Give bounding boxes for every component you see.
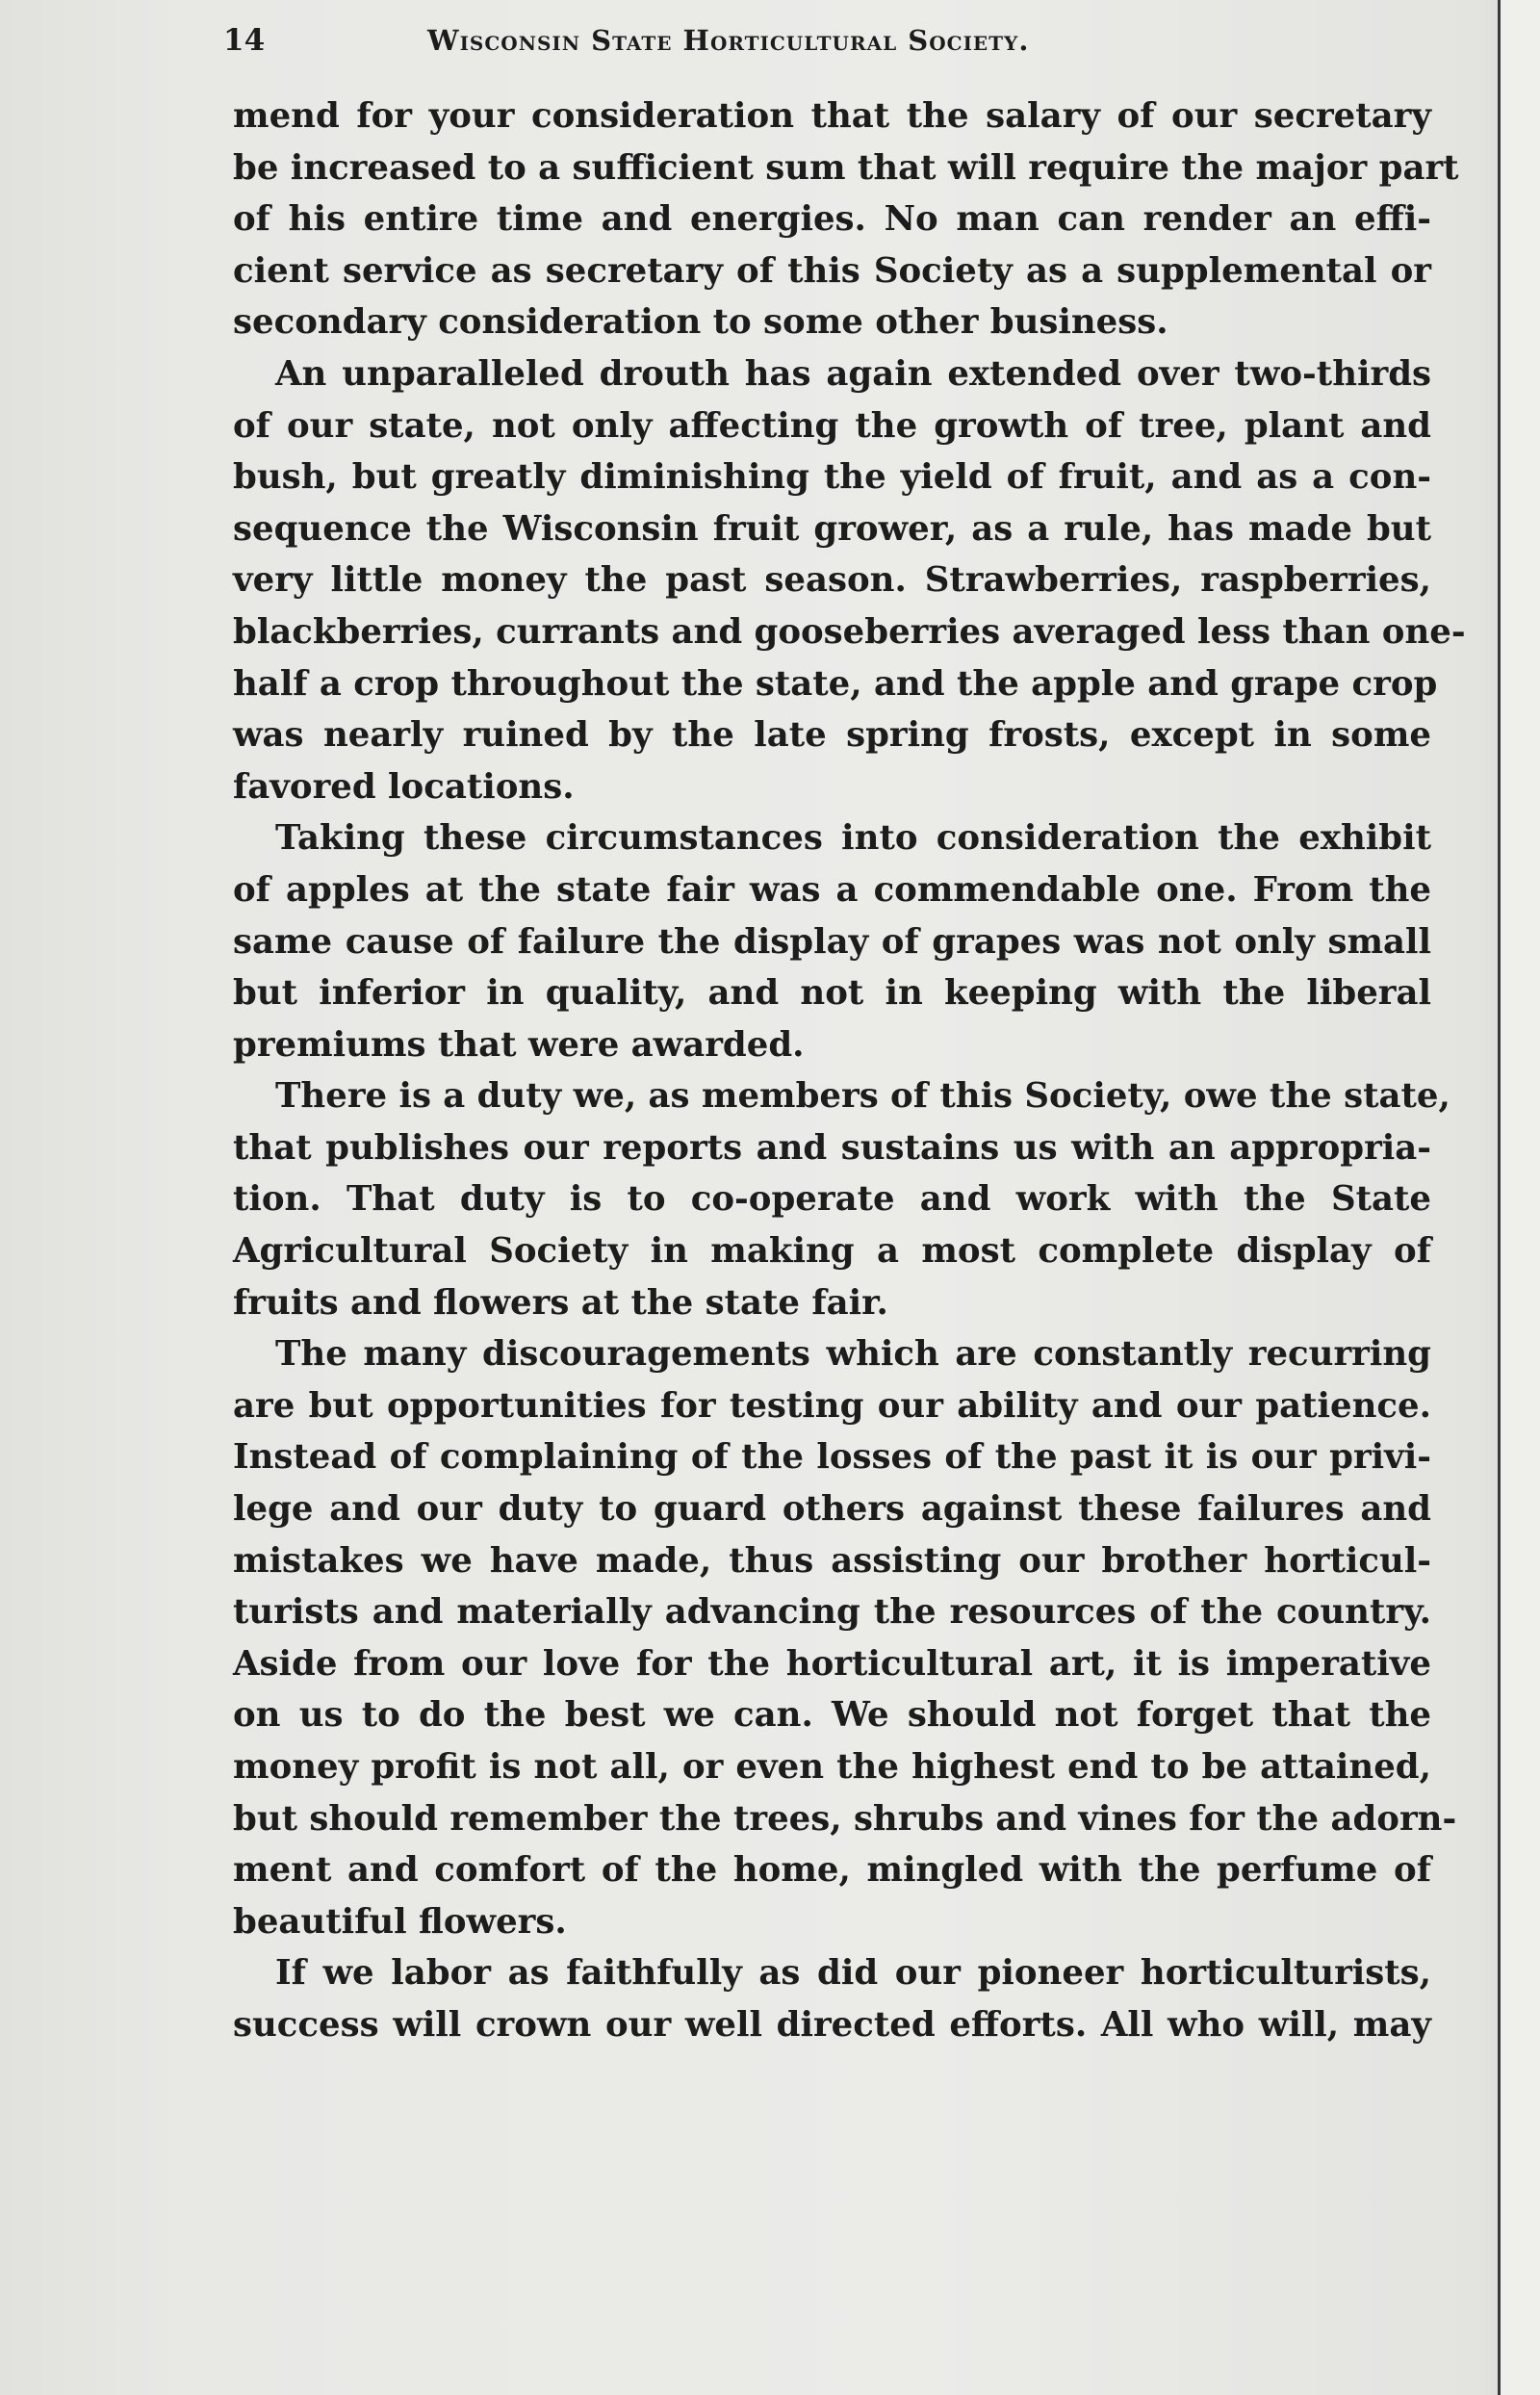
text-line: bush, but greatly diminishing the yield of fruit, and as a con- xyxy=(233,457,1431,498)
text-line: but inferior in quality, and not in keeping with the liberal xyxy=(233,973,1431,1014)
text-line: of apples at the state fair was a commendable one. From the xyxy=(233,869,1431,910)
text-line: premiums that were awarded. xyxy=(233,1024,805,1065)
text-line: lege and our duty to guard others against these failures and xyxy=(233,1489,1431,1530)
text-line: If we labor as faithfully as did our pioneer horticulturists, xyxy=(275,1953,1431,1994)
page-header xyxy=(223,19,1244,62)
text-line: half a crop throughout the state, and the apple and grape crop xyxy=(233,663,1438,704)
text-line: blackberries, currants and gooseberries averaged less than one- xyxy=(233,611,1466,652)
page-margin-strip xyxy=(1501,0,1540,2395)
text-line: sequence the Wisconsin fruit grower, as a rule, has made but xyxy=(233,508,1431,549)
text-line: same cause of failure the display of grapes was not only small xyxy=(233,921,1431,962)
text-line: Aside from our love for the horticultural art, it is imperative xyxy=(233,1643,1431,1684)
text-line: turists and materially advancing the resources of the country. xyxy=(233,1592,1431,1633)
text-line: ment and comfort of the home, mingled with the perfume of xyxy=(233,1850,1431,1891)
text-line: very little money the past season. Strawberries, raspberries, xyxy=(233,560,1431,601)
text-line: on us to do the best we can. We should not forget that the xyxy=(233,1695,1431,1736)
text-line: be increased to a sufficient sum that will require the major part xyxy=(233,147,1459,188)
text-line: tion. That duty is to co-operate and work with the State xyxy=(233,1179,1431,1220)
text-line: beautiful flowers. xyxy=(233,1901,567,1942)
text-line: of our state, not only affecting the growth of tree, plant and xyxy=(233,405,1431,446)
text-line: Taking these circumstances into consideration the exhibit xyxy=(275,818,1431,859)
text-line: favored locations. xyxy=(233,766,575,807)
text-line: secondary consideration to some other business. xyxy=(233,302,1168,343)
body-text xyxy=(233,90,1466,2051)
text-line: An unparalleled drouth has again extended over two-thirds xyxy=(275,353,1431,394)
text-line: mend for your consideration that the salary of our secretary xyxy=(233,96,1431,136)
text-line: Agricultural Society in making a most complete display of xyxy=(233,1231,1431,1272)
text-line: of his entire time and energies. No man can render an effi- xyxy=(233,199,1431,240)
text-line: success will crown our well directed efforts. All who will, may xyxy=(233,2004,1431,2045)
text-line: There is a duty we, as members of this Society, owe the state, xyxy=(275,1076,1450,1117)
text-line: cient service as secretary of this Society as a supplemental or xyxy=(233,250,1431,291)
text-line: money profit is not all, or even the highest end to be attained, xyxy=(233,1747,1431,1787)
text-line: Instead of complaining of the losses of the past it is our privi- xyxy=(233,1437,1431,1478)
text-line: that publishes our reports and sustains us with an appropria- xyxy=(233,1127,1431,1168)
text-line: was nearly ruined by the late spring frosts, except in some xyxy=(233,715,1431,756)
page-number: 14 xyxy=(223,23,266,58)
text-line: are but opportunities for testing our ability and our patience. xyxy=(233,1385,1431,1426)
text-line: fruits and flowers at the state fair. xyxy=(233,1282,888,1323)
text-line: mistakes we have made, thus assisting our brother horticul- xyxy=(233,1540,1431,1581)
text-line: The many discouragements which are constantly recurring xyxy=(275,1334,1431,1375)
text-line: but should remember the trees, shrubs and vines for the adorn- xyxy=(233,1798,1457,1839)
running-title: Wisconsin State Horticultural Society. xyxy=(427,24,1030,57)
